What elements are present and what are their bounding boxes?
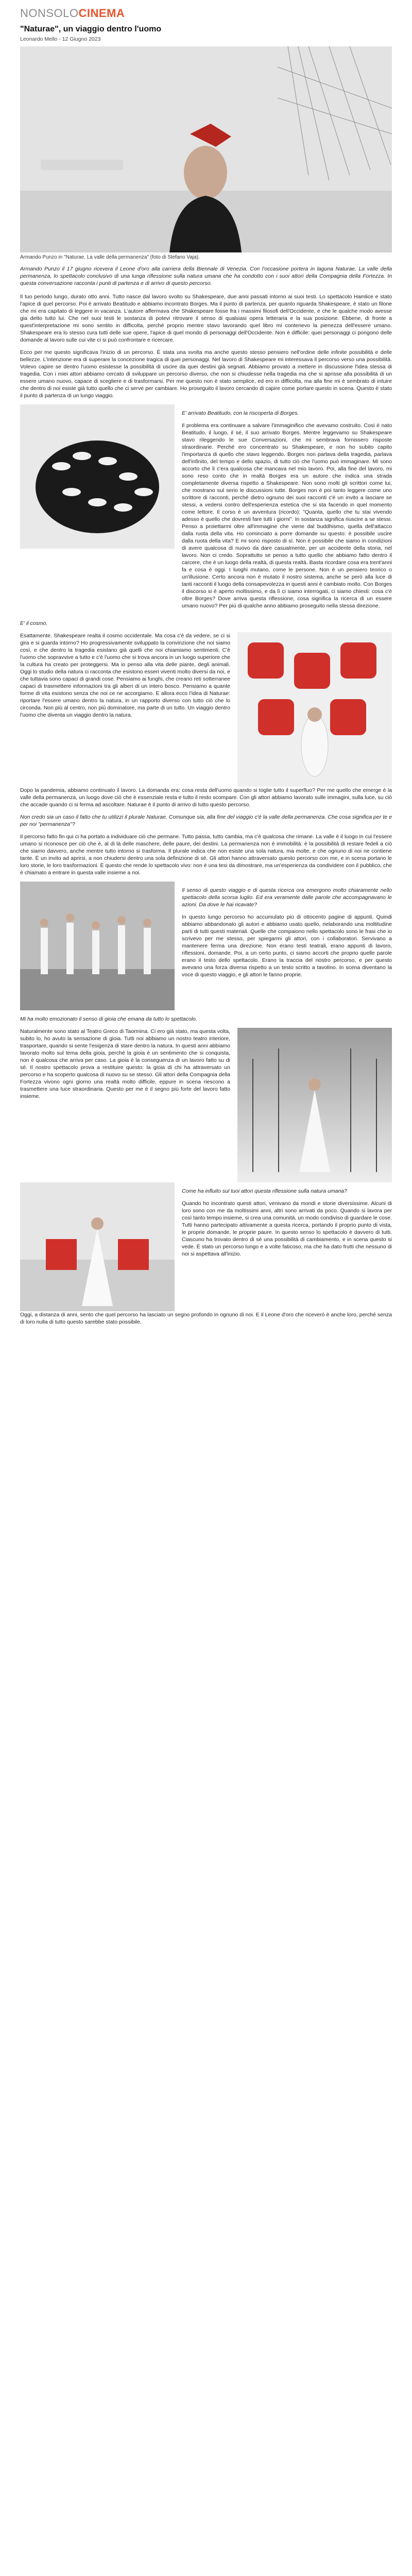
interview-question: E' arrivato Beatitudo, con la riscoperta di Borges. (182, 410, 299, 416)
site-logo[interactable]: NONSOLOCINEMA (20, 7, 125, 20)
paragraph: Esattamente. Shakespeare realta il cosmo occidentale. Ma cosa c'è da vedere, se ci si gira e si guarda intorno? Ho progressivamente sviluppato la convinzione che noi siamo così, e che dentro la tragedia esistano già quelli che noi chiamiamo sentimenti. C'è l'uomo che sopravvive a tutto e c'è l'uomo che si trova ancora in un luogo superiore che la cultura ha creato per proteggersi. Ma io penso alla vita delle piante, degli animali. Oggi lo studio della natura ci racconta che esistono esseri viventi molto diversi da noi, e che tuttavia sono capaci di grandi cose. Pensiamo ai funghi, che creano reti sotterranee capaci di trasmettere informazioni tra gli alberi di un intero bosco. Pensiamo a quante forme di vita esistono senza che noi ce ne accorgiamo. E allora ecco l'idea di Naturae: riportare l'essere umano dentro la natura, in un rapporto diverso con tutto ciò che lo circonda. Non più al centro, non più dominatore, ma parte di un tutto. Un viaggio dentro l'uomo che diventa un viaggio dentro la natura. (20, 633, 230, 718)
interview-question: Mi ha molto emozionato il senso di gioia che emana da tutto lo spettacolo. (20, 1016, 197, 1022)
paragraph: In questo lungo percorso ho accumulato più di ottocento pagine di appunti. Quindi abbiamo abbandonato gli autori e abbiamo usato quello, rielaborando una moltitudine parti di tutti questi materiali. Quelle che compaiono nello spettacolo sono le frasi che io scrivevo per me stesso, per spiegarmi gli attori, con i collaboratori. Servivano a mantenere ferma una direzione. Non erano testi teatrali, erano appunti di lavoro, riflessioni, domande. Poi, a un certo punto, ci siamo accorti che proprio quelle parole erano il testo dello spettacolo. Erano la traccia del nostro percorso, e per questo avevano una forza diversa rispetto a un testo scritto a tavolino. In scena diventano la voce di questo viaggio, e gli attori le fanno proprie. (182, 914, 392, 978)
paragraph: Dopo la pandemia, abbiamo continuato il lavoro. La domanda era: cosa resta dell'uomo quando si toglie tutto il superfluo? Per me quello che emerge è la valle della permanenza, un luogo dove ciò che è essenziale resta e tutto il resto scompare. Con gli attori abbiamo lavorato sulle immagini, sulla luce, su ciò che accade quando ci si ferma ad ascoltare. Naturae è il punto di arrivo di tutto questo percorso. (20, 787, 392, 808)
paragraph: Oggi, a distanza di anni, sento che quel percorso ha lasciato un segno profondo in ognuno di noi. E il Leone d'oro che riceverò è anche loro, perché senza di loro nulla di tutto questo sarebbe stato possibile. (20, 1312, 392, 1325)
section-row (20, 882, 392, 1010)
scene-photo (237, 632, 392, 787)
hero-caption: Armando Punzo in "Naturae. La valle della permanenza" (foto di Stefano Vaja). (20, 255, 200, 260)
section-row (20, 632, 392, 787)
paragraph: Il tuo periodo lungo, durato otto anni. Tutto nasce dal lavoro svolto su Shakespeare, due anni passati intorno ai suoi testi. Lo spettacolo Hamlice e stato l'apice di quel percorso. Poi è arrivato Beatitudo e abbiamo incontrato Borges. Ma il punto di partenza, per quanto riguarda Shakespeare, è stato un filone che mi era capitato di leggere in vacanza. L'autore affermava che Shakespeare fosse fra i massimi filosofi dell'Occidente, e che le qualche modo avesse gia detto tutto lui. Che nel suoi testi le sostanza di potevi ritrovare il senso di qualsiasi opera letteraria e la sua posizione. Ebbene, di fronte a quest'interpretazione mi sono sentito in difficolta, perché proprio mentre stavo lavorando quel libro mi contenevo la pienezza dell'essere umano. Shakespeare era lo stesso cura tutti delle sue opere, l'apice di quel mondo di personaggi dell'Occidente. Non è difficile: quei personaggi ci pongono delle domande al lavoro sulle cui vite ci si può confrontare e ricercare. (20, 294, 392, 343)
paragraph: Naturalmente sono stato al Teatro Greco di Taormina. Ci ero già stato, ma questa volta, subito lo, ho avuto la sensazione di gioia. Tutti noi abbiamo un nostro teatro interiore, trasportare, quando si sente l'esigenza di stare dentro la natura. In questi anni abbiamo lavorato molto sul tema della gioia, perché la gioia è un sentimento che si conquista, non è qualcosa che arriva per caso. La gioia è la conseguenza di un lavoro fatto su di sé. Il nostro spettacolo prova a restituire questo: la gioia di chi ha attraversato un percorso e ha scoperto qualcosa di nuovo su se stesso. Gli attori della Compagnia della Fortezza vivono ogni giorno una realtà molto difficile, eppure in scena riescono a trasmettere una luce straordinaria. Questo per me è il segno più forte del lavoro fatto insieme. (20, 1028, 230, 1099)
section-row (20, 404, 392, 615)
scene-photo (20, 404, 175, 549)
scene-photo (20, 1182, 175, 1311)
scene-photo (20, 882, 175, 1010)
scene-photo (237, 1028, 392, 1182)
interview-question: Non credo sia un caso il fatto che tu utilizzi il plurale Naturae. Comunque sia, alla fine del viaggio c'è la valle della permanenza. Che cosa significa per te e per noi "permanenza"? (20, 814, 392, 827)
hero-photo (20, 46, 392, 252)
paragraph: Il percorso fatto fin qui ci ha portato a individuare ciò che permane. Tutto passa, tutto cambia, ma c'è qualcosa che rimane. La valle è il luogo in cui l'essere umano si riconosce per ciò che è, al di là delle maschere, delle paure, dei destini. La permanenza non è immobilità: è la possibilità di restare fedeli a ciò che siamo davvero, anche mentre tutto intorno si trasforma. Il plurale indica che non esiste una sola natura, ma molte, e che ognuno di noi ne contiene tante. È un invito ad aprirsi, a non chiudersi dentro una sola definizione di sé. Gli attori hanno attraversato questo percorso con me, e in scena portano le loro storie, le loro trasformazioni. È questo che rende lo spettacolo vivo: non è una tesi da dimostrare, ma un'esperienza da condividere con il pubblico, che è chiamato a entrare in questa valle insieme a noi. (20, 834, 392, 876)
interview-question: E' il cosmo. (20, 620, 48, 626)
article-lead: Armando Punzo il 17 giugno ricevera il Leone d'oro alla carriera della Biennale di Venezia. Con l'occasione portera in laguna Naturae. La valle della permanenza, lo spettacolo conclusivo di una lunga riflessione sulla natura umana che ha condotto con i suoi attori della Compagnia della Fortezza. In questa conversazione racconta i punti di partenza e di arrivo di questo percorso. (20, 266, 392, 286)
paragraph: Il problema era continuare a salvare l'immaginifico che avevamo costruito. Cosi è nato Beatitudo, il luogo, il sé, il suo arrivato Borges. Mentre leggevamo su Shakespeare stavo rileggendo le sue Conversazioni, che mi sembrava fornissero risposte straordinarie. Perché ero concentrato su Shakespeare, e non ho subito capito l'importanza di quello che stavo leggendo. Borges non parlava della tragedia, parlava dell'infinito, del tempo e dello spazio, di tutto ciò che l'uomo può immaginare. Mi sono accorto che lì c'era qualcosa che mancava nel mio lavoro. Poi, alla fine del lavoro, mi sono reso conto che in realtà Borges era un autore che indica una strada completamente diversa rispetto a Shakespeare. Non sono molti gli scrittori come lui, che mostrano sul serio le discussioni tutte. Borges non è poi tanto leggere come uno scrittore di racconti, perché dietro ognuno dei suoi racconti c'è un invito a lasciare se stessi, a vedersi contro dell'esperienza estetica che si sta facendo in quel momento come lettore. Il corso è un avventura (ricordo): "Quanta, quello che tu stai vivendo adesso è quello che dovresti fare tutti i giorni". In sostanza significa riuscire a se stessi. Penso a proiettarmi oltre all'immagine che viene dal buddhismo, quella dell'attacco dalla ruota della vita. Ho cominciato a porre domande su questo: è possibile uscire dalla ruota della vita? E mi sono risposto di sì. Non è possibile che siamo in condizioni di avere qualcosa di nuovo da dare casualmente, per un accidente della storia, nel lavoro. Non ci credo. Soprattutto se penso a tutto quello che abbiamo fatto dentro il carcere, che è un luogo della realtà, di questa realtà. Basta ricordare cosa era trent'anni fa e cosa è oggi. I luoghi mutano, come le persone. Non è un pensiero teorico o un'illusione. Certo ancora non è mutato il nostro sistema, anche se però alla luce di tanti racconti il luogo della consapevolezza in questi anni è cambiato molto. Con Borges il discorso si è aperto moltissimo, e da lì ci siamo interrogati, ci siamo chiesti: cosa c'è oltre Borges? Dove arriva questa riflessione, cosa significa la ricerca di un essere umano nuovo? Per più di qualche anno abbiamo proseguito nella stessa direzione. (182, 422, 392, 609)
paragraph: Ecco per me questo significava l'inizio di un percorso. È stata una svolta ma anche questo stesso pensiero nell'ordine delle infinite possibilità e delle bellezze. L'intenzione era di superare la concezione tragica di quei personaggi. Nel lavoro di Shakespeare mi interessava il percorso verso una possibilità. Volevo capire se dentro l'uomo esistesse la possibilità di uscire da quei destini già segnati. Abbiamo provato a mettere in discussione l'idea stessa di tragedia. Con i miei attori abbiamo cercato di sviluppare un percorso diverso, che non si chiudesse nella tragedia ma che si aprisse alla possibilità di un essere umano nuovo, capace di scegliere e di trasformarsi. Per me questo non è stato semplice, ed ero in difficolta, ma alla fine mi è sembrato di intuire che dentro di noi esiste già tutto quello che ci serve per cambiare. Ho proseguito il lavoro cercando di capire come portare questo in scena. Questo è stato il punto di partenza di un lungo viaggio. (20, 349, 392, 399)
section-row (20, 1182, 392, 1311)
article-title: "Naturae", un viaggio dentro l'uomo (20, 25, 162, 33)
paragraph: Quando ho incontrato questi attori, venivano da mondi e storie diversissime. Alcuni di loro sono con me da moltissimi anni, altri sono arrivati da poco. Quando si lavora per così tanto tempo insieme, si crea una comunità, un modo condiviso di guardare le cose. Tutti hanno partecipato attivamente a questa ricerca, portando il proprio punto di vista, le proprie domande, le proprie paure. In questo senso lo spettacolo è davvero di tutti. Ciascuno ha trovato dentro di sé una possibilità di cambiamento, e in scena questo si vede. È stato un percorso lungo e a volte faticoso, ma che ha dato frutti che nessuno di noi si aspettava all'inizio. (182, 1200, 392, 1257)
article-byline: Leonardo Mello - 12 Giugno 2023 (20, 36, 101, 42)
section-row (20, 1028, 392, 1182)
page (20, 0, 392, 1326)
interview-question: Il senso di questo viaggio e di questa ricerca ora emergono molto chiaramente nello spettacolo della scorsa luglio. Ed era veramente dalle parole che accompagnavano le azioni. Da dove le hai ricavate? (182, 887, 392, 908)
interview-question: Come ha influito sul tuoi attori questa riflessione sulla natura umana? (182, 1188, 348, 1194)
